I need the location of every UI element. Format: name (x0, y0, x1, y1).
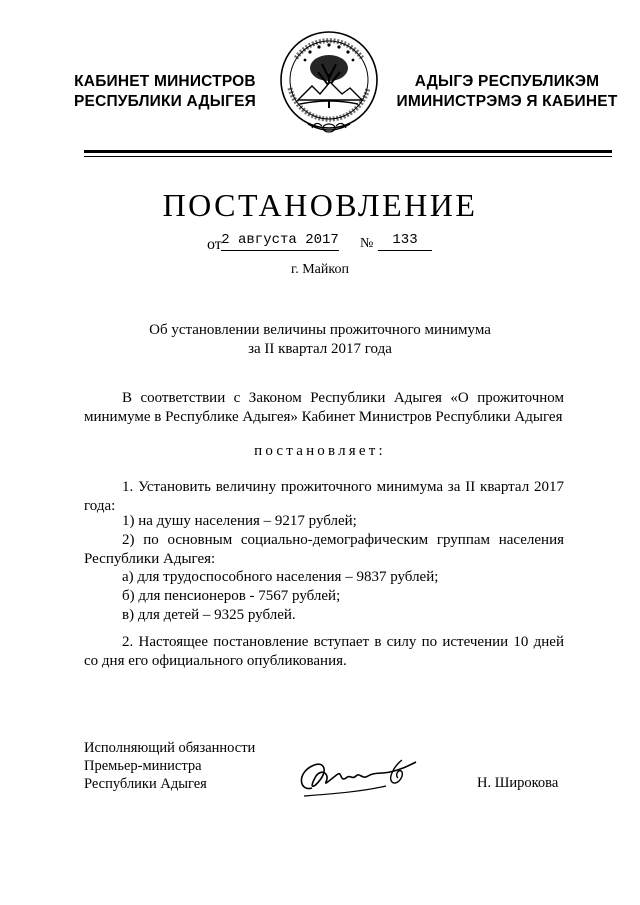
coat-of-arms-icon (278, 28, 380, 138)
header-left-line1: КАБИНЕТ МИНИСТРОВ (74, 73, 256, 90)
header-right-line2: ИМИНИСТРЭМЭ Я КАБИНЕТ (396, 93, 618, 110)
item-1-2-c: в) для детей – 9325 рублей. (122, 607, 296, 623)
document-city: г. Майкоп (291, 262, 349, 277)
document-title: ПОСТАНОВЛЕНИЕ (162, 187, 478, 223)
preamble-paragraph: В соответствии с Законом Республики Адыгея «О прожиточном минимуме в Республике Адыгея» Кабинет Министров Республики Адыгея (84, 390, 564, 425)
subject-line2: за II квартал 2017 года (248, 341, 392, 357)
header-divider-thin (84, 156, 612, 157)
resolves-heading: постановляет: (254, 443, 386, 459)
signatory-position (84, 739, 255, 793)
item-1-2-b: б) для пенсионеров - 7567 рублей; (122, 588, 341, 604)
header-right-line1: АДЫГЭ РЕСПУБЛИКЭМ (414, 73, 600, 90)
position-line3: Республики Адыгея (84, 776, 207, 792)
header-divider-thick (84, 150, 612, 153)
item-1-2: 2) по основным социально-демографическим группам населения Республики Адыгея: (84, 532, 564, 567)
signer-name: Н. Широкова (477, 775, 559, 791)
signature-icon (290, 752, 430, 802)
date-prefix: от (207, 236, 222, 253)
number-label: № (360, 236, 374, 251)
subject-line1: Об установлении величины прожиточного минимума (149, 322, 491, 338)
document-date: 2 августа 2017 (221, 232, 339, 251)
document-subject (0, 321, 640, 359)
item-1-1: 1) на душу населения – 9217 рублей; (122, 513, 357, 529)
item-2: 2. Настоящее постановление вступает в силу по истечении 10 дней со дня его официального опубликования. (84, 634, 564, 669)
item-1: 1. Установить величину прожиточного минимума за II квартал 2017 года: (84, 479, 564, 514)
item-1-2-a: а) для трудоспособного населения – 9837 рублей; (122, 569, 439, 585)
header-left-title (70, 72, 260, 112)
header-left-line2: РЕСПУБЛИКИ АДЫГЕЯ (74, 93, 256, 110)
position-line1: Исполняющий обязанности (84, 740, 256, 756)
position-line2: Премьер-министра (84, 758, 202, 774)
document-number: 133 (378, 232, 432, 251)
header-right-title (392, 72, 622, 112)
